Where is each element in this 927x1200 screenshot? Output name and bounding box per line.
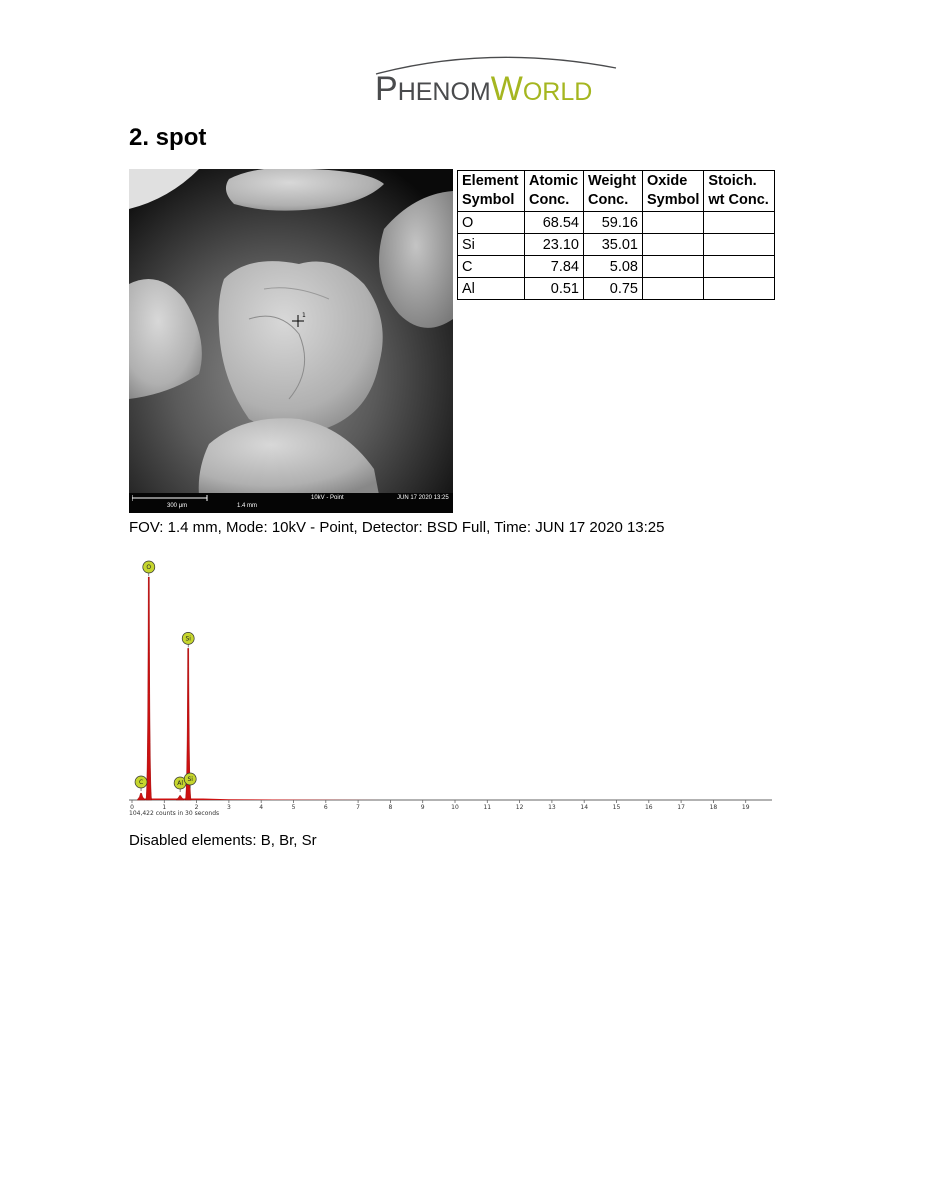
x-tick-label: 5 — [291, 804, 296, 811]
cell-symbol: Si — [458, 234, 525, 256]
scale-bar — [132, 494, 212, 502]
peak-o — [146, 577, 152, 800]
x-tick-label: 6 — [323, 804, 328, 811]
x-tick-label: 13 — [548, 804, 556, 811]
cell-atomic: 0.51 — [525, 278, 584, 300]
cell-stoich — [704, 256, 775, 278]
peak-al — [176, 796, 184, 800]
cell-stoich — [704, 234, 775, 256]
cell-symbol: Al — [458, 278, 525, 300]
mode-label: 10kV - Point — [311, 495, 344, 501]
table-row — [458, 256, 775, 278]
x-tick-label: 16 — [644, 804, 653, 811]
cell-stoich — [704, 212, 775, 234]
x-tick-label: 2 — [194, 804, 199, 811]
peak-c — [137, 793, 145, 800]
logo-w: W — [490, 70, 523, 108]
cell-atomic: 23.10 — [525, 234, 584, 256]
sem-particles — [129, 169, 453, 513]
element-table — [457, 170, 775, 300]
table-header-row — [458, 171, 775, 212]
marker-label: Al — [177, 780, 184, 787]
counts-label: 104,422 counts in 30 seconds — [129, 810, 220, 817]
x-tick-label: 0 — [130, 804, 134, 811]
x-tick-label: 14 — [580, 804, 589, 811]
marker-label: Si — [187, 776, 193, 783]
cell-weight: 5.08 — [584, 256, 643, 278]
logo-orld: ORLD — [522, 78, 593, 106]
cell-weight: 35.01 — [584, 234, 643, 256]
marker-label: Si — [185, 635, 191, 643]
fov-label: 1.4 mm — [237, 503, 258, 509]
cell-oxide — [643, 256, 704, 278]
table-row — [458, 278, 775, 300]
marker-label: C — [138, 779, 144, 786]
header-oxide-symbol: Oxide Symbol — [643, 171, 704, 212]
cell-atomic: 7.84 — [525, 256, 584, 278]
x-tick-label: 1 — [162, 804, 167, 811]
logo-p: P — [375, 70, 398, 108]
date-label: JUN 17 2020 13:25 — [397, 495, 449, 501]
scale-label: 300 μm — [167, 503, 188, 509]
phenomworld-logo — [370, 50, 620, 112]
x-tick-label: 9 — [420, 804, 425, 811]
x-tick-label: 7 — [356, 804, 361, 811]
image-caption: FOV: 1.4 mm, Mode: 10kV - Point, Detector: BSD Full, Time: JUN 17 2020 13:25 — [129, 519, 665, 536]
header-element-symbol: Element Symbol — [458, 171, 525, 212]
x-tick-label: 19 — [741, 804, 750, 811]
cell-atomic: 68.54 — [525, 212, 584, 234]
logo-text — [375, 72, 592, 106]
header-stoich-wt-conc: Stoich. wt Conc. — [704, 171, 775, 212]
x-tick-label: 18 — [709, 804, 718, 811]
marker-label: O — [146, 564, 152, 571]
x-tick-label: 17 — [677, 804, 685, 811]
logo-henom: HENOM — [397, 78, 491, 106]
cell-oxide — [643, 234, 704, 256]
header-atomic-conc: Atomic Conc. — [525, 171, 584, 212]
x-tick-label: 11 — [483, 804, 492, 811]
x-tick-label: 3 — [226, 804, 231, 811]
sem-image — [129, 169, 453, 513]
eds-spectrum — [129, 555, 775, 820]
spot-marker-label: 1 — [302, 312, 306, 319]
cell-stoich — [704, 278, 775, 300]
x-tick-label: 15 — [612, 804, 621, 811]
cell-weight: 0.75 — [584, 278, 643, 300]
x-tick-label: 4 — [259, 804, 264, 811]
section-title: 2. spot — [129, 124, 207, 151]
disabled-elements: Disabled elements: B, Br, Sr — [129, 832, 317, 849]
header-weight-conc: Weight Conc. — [584, 171, 643, 212]
cell-weight: 59.16 — [584, 212, 643, 234]
cell-oxide — [643, 278, 704, 300]
cell-symbol: O — [458, 212, 525, 234]
cell-symbol: C — [458, 256, 525, 278]
spectrum-plot — [129, 555, 775, 820]
sem-info-bar — [129, 493, 453, 513]
x-tick-label: 12 — [515, 804, 524, 811]
table-row — [458, 234, 775, 256]
cell-oxide — [643, 212, 704, 234]
x-tick-label: 10 — [451, 804, 459, 811]
x-tick-label: 8 — [388, 804, 393, 811]
table-row — [458, 212, 775, 234]
